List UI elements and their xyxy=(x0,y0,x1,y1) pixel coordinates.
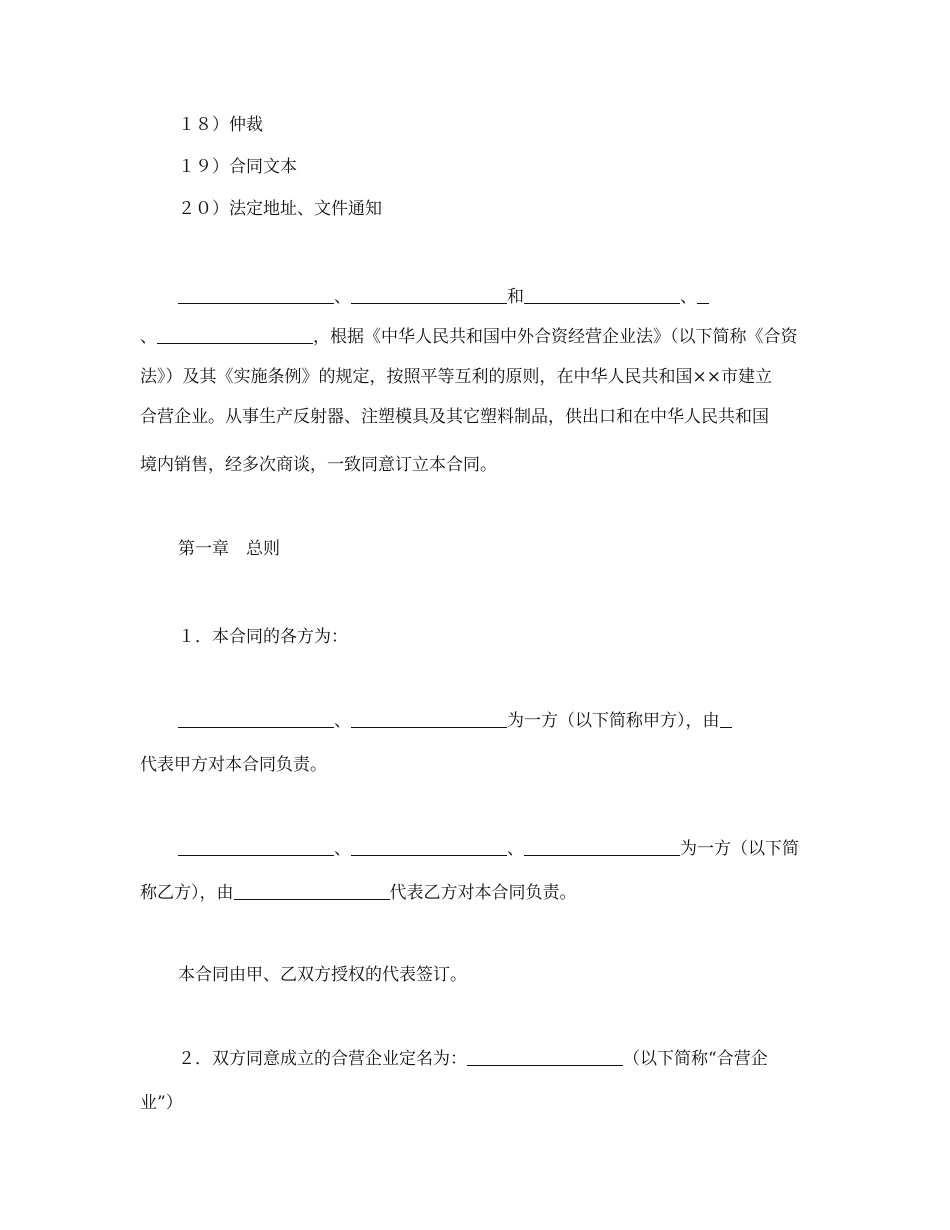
clause-2-text: （以下简称“合营企 xyxy=(623,1049,768,1069)
blank-field[interactable] xyxy=(178,709,334,728)
preamble-line-5: 境内销售，经多次商谈，一致同意订立本合同。 xyxy=(140,455,497,475)
blank-field[interactable] xyxy=(697,285,709,304)
list-item-18: １８）仲裁 xyxy=(178,115,263,135)
blank-field[interactable] xyxy=(720,709,732,728)
signing-statement: 本合同由甲、乙双方授权的代表签订。 xyxy=(178,965,467,985)
conjunction-text: 和 xyxy=(507,287,524,307)
separator: 、 xyxy=(507,839,524,859)
party-a-text: 为一方（以下简称甲方），由 xyxy=(507,711,720,731)
preamble-text: ，根据《中华人民共和国中外合资经营企业法》（以下简称《合资 xyxy=(313,327,798,347)
blank-field[interactable] xyxy=(351,285,507,304)
blank-field[interactable] xyxy=(178,285,334,304)
blank-field[interactable] xyxy=(524,285,680,304)
separator: 、 xyxy=(334,711,351,731)
preamble-line-3: 法》）及其《实施条例》的规定，按照平等互利的原则，在中华人民共和国××市建立 xyxy=(140,367,772,387)
preamble-line-1 xyxy=(178,280,858,314)
party-a-line-2: 代表甲方对本合同负责。 xyxy=(140,755,327,775)
party-b-text: 称乙方），由 xyxy=(140,883,234,903)
clause-2-text: ２．双方同意成立的合营企业定名为： xyxy=(178,1049,467,1069)
separator: 、 xyxy=(334,287,351,307)
blank-field[interactable] xyxy=(234,881,390,900)
preamble-line-2 xyxy=(140,320,820,354)
clause-1-heading: １．本合同的各方为： xyxy=(178,627,348,647)
blank-field[interactable] xyxy=(157,325,313,344)
list-item-20: ２０）法定地址、文件通知 xyxy=(178,199,382,219)
chapter-title: 第一章 总则 xyxy=(178,539,280,559)
clause-2-line-2: 业”） xyxy=(140,1093,183,1113)
party-b-text: 代表乙方对本合同负责。 xyxy=(389,883,577,903)
party-b-line-1 xyxy=(178,832,858,866)
clause-2-line-1 xyxy=(178,1042,858,1076)
separator: 、 xyxy=(680,287,697,307)
preamble-line-4: 合营企业。从事生产反射器、注塑模具及其它塑料制品，供出口和在中华人民共和国 xyxy=(140,407,769,427)
blank-field[interactable] xyxy=(524,837,680,856)
blank-field[interactable] xyxy=(178,837,334,856)
blank-field[interactable] xyxy=(467,1047,623,1066)
separator: 、 xyxy=(140,327,157,347)
party-a-line-1 xyxy=(178,704,858,738)
list-item-19: １９）合同文本 xyxy=(178,157,297,177)
blank-field[interactable] xyxy=(351,837,507,856)
blank-field[interactable] xyxy=(351,709,507,728)
separator: 、 xyxy=(334,839,351,859)
party-b-text: 为一方（以下简 xyxy=(680,839,799,859)
party-b-line-2 xyxy=(140,876,820,910)
